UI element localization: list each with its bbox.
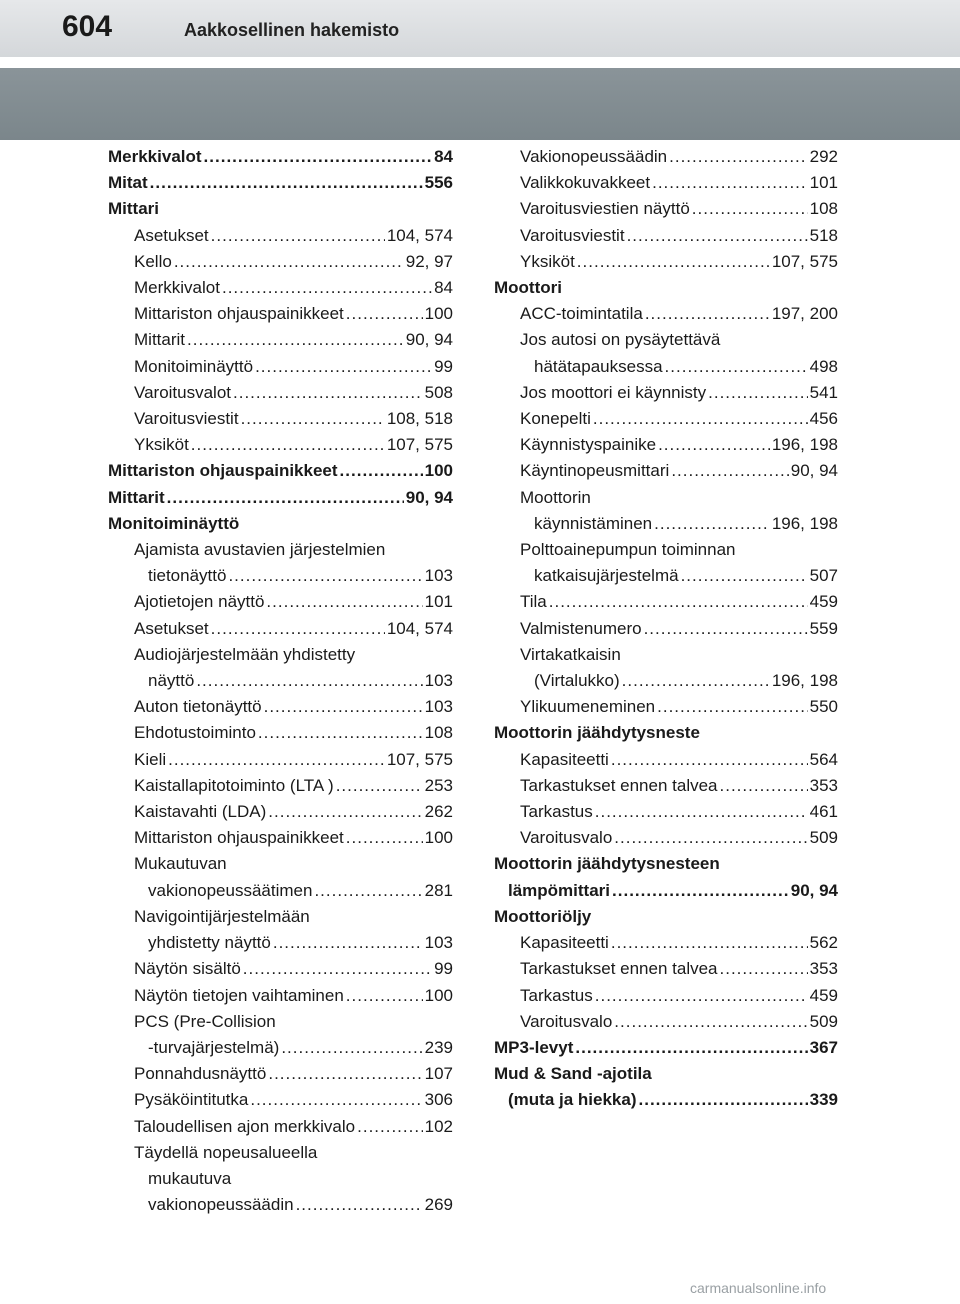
index-entry: yhdistetty näyttö ..... 103 [108,930,453,956]
index-entry: Varoitusviestit ..... 108, 518 [108,406,453,432]
index-entry: Tarkastus ..... 459 [494,983,838,1009]
watermark: carmanualsonline.info [690,1280,827,1296]
index-column-left [108,144,453,1218]
index-heading: Monitoiminäyttö [108,513,240,533]
index-entry: Mittariston ohjauspainikkeet ..... 100 [108,825,453,851]
index-entry: Valmistenumero ..... 559 [494,616,838,642]
index-entry: lämpömittari ..... 90, 94 [494,878,838,904]
index-entry: Ajotietojen näyttö ..... 101 [108,589,453,615]
index-entry: Tarkastus ..... 461 [494,799,838,825]
index-subheading: Polttoainepumpun toiminnan [520,540,736,560]
index-entry: Pysäköintitutka ..... 306 [108,1087,453,1113]
index-entry: käynnistäminen ..... 196, 198 [494,511,838,537]
index-heading: Moottorin jäähdytysnesteen [494,854,720,874]
index-entry: Ponnahdusnäyttö ..... 107 [108,1061,453,1087]
index-entry: ACC-toimintatila ..... 197, 200 [494,301,838,327]
index-entry: Kapasiteetti ..... 564 [494,747,838,773]
index-entry: Varoitusviestien näyttö ..... 108 [494,196,838,222]
index-entry: Ylikuumeneminen ..... 550 [494,694,838,720]
index-entry: Yksiköt ..... 107, 575 [494,249,838,275]
index-entry: MP3-levyt ..... 367 [494,1035,838,1061]
index-entry: Asetukset ..... 104, 574 [108,223,453,249]
index-entry: (Virtalukko) ..... 196, 198 [494,668,838,694]
index-entry: vakionopeussäätimen ..... 281 [108,878,453,904]
index-entry: Kaistavahti (LDA) ..... 262 [108,799,453,825]
index-entry: Mitat ..... 556 [108,170,453,196]
index-entry: Tila ..... 459 [494,589,838,615]
index-heading: Moottori [494,278,562,298]
index-entry: Yksiköt ..... 107, 575 [108,432,453,458]
index-subheading: Virtakatkaisin [520,644,621,664]
page-title: Aakkosellinen hakemisto [184,20,400,40]
page-number: 604 [62,10,113,43]
index-entry: tietonäyttö ..... 103 [108,563,453,589]
index-subheading: Täydellä nopeusalueella [134,1142,318,1162]
index-subheading: Ajamista avustavien järjestelmien [134,540,386,560]
header-tab [0,0,960,57]
index-entry: Konepelti ..... 456 [494,406,838,432]
index-entry: Vakionopeussäädin ..... 292 [494,144,838,170]
index-entry: Mittarit ..... 90, 94 [108,485,453,511]
index-entry: katkaisujärjestelmä ..... 507 [494,563,838,589]
index-entry: Käynnistyspainike ..... 196, 198 [494,432,838,458]
index-entry: Ehdotustoiminto ..... 108 [108,720,453,746]
index-entry: vakionopeussäädin ..... 269 [108,1192,453,1218]
index-entry: näyttö ..... 103 [108,668,453,694]
index-subheading: Jos autosi on pysäytettävä [520,330,721,350]
index-entry: Merkkivalot ..... 84 [108,275,453,301]
index-subheading: Navigointijärjestelmään [134,906,310,926]
index-entry: Varoitusvalot ..... 508 [108,380,453,406]
index-subheading: mukautuva [148,1168,232,1188]
index-entry: -turvajärjestelmä) ..... 239 [108,1035,453,1061]
index-entry: Näytön tietojen vaihtaminen ..... 100 [108,983,453,1009]
index-subheading: Moottorin [520,487,591,507]
index-entry: Näytön sisältö ..... 99 [108,956,453,982]
index-entry: Jos moottori ei käynnisty ..... 541 [494,380,838,406]
index-entry: Tarkastukset ennen talvea ..... 353 [494,956,838,982]
index-entry: Kaistallapitotoiminto (LTA ) ..... 253 [108,773,453,799]
index-entry: Kello ..... 92, 97 [108,249,453,275]
index-subheading: Mukautuvan [134,854,227,874]
index-column-right [494,144,838,1114]
index-heading: Mud & Sand -ajotila [494,1064,652,1084]
index-entry: Käyntinopeusmittari ..... 90, 94 [494,458,838,484]
index-entry: Kapasiteetti ..... 562 [494,930,838,956]
index-entry: Tarkastukset ennen talvea ..... 353 [494,773,838,799]
index-entry: Kieli ..... 107, 575 [108,747,453,773]
index-entry: Monitoiminäyttö ..... 99 [108,354,453,380]
index-entry: hätätapauksessa ..... 498 [494,354,838,380]
index-entry: Auton tietonäyttö ..... 103 [108,694,453,720]
page-header [0,0,960,60]
index-heading: Moottoriöljy [494,906,592,926]
header-band [0,68,960,140]
index-subheading: Audiojärjestelmään yhdistetty [134,644,356,664]
index-entry: Taloudellisen ajon merkkivalo ..... 102 [108,1114,453,1140]
index-entry: Mittariston ohjauspainikkeet ..... 100 [108,301,453,327]
index-entry: Varoitusviestit ..... 518 [494,223,838,249]
index-entry: Varoitusvalo ..... 509 [494,1009,838,1035]
index-entry: (muta ja hiekka) ..... 339 [494,1087,838,1113]
index-entry: Merkkivalot ..... 84 [108,144,453,170]
index-entry: Valikkokuvakkeet ..... 101 [494,170,838,196]
index-entry: Mittarit ..... 90, 94 [108,327,453,353]
index-heading: Mittari [108,199,159,219]
index-entry: Asetukset ..... 104, 574 [108,616,453,642]
index-entry: Varoitusvalo ..... 509 [494,825,838,851]
index-heading: Moottorin jäähdytysneste [494,723,700,743]
index-entry: Mittariston ohjauspainikkeet ..... 100 [108,458,453,484]
index-subheading: PCS (Pre-Collision [134,1011,276,1031]
